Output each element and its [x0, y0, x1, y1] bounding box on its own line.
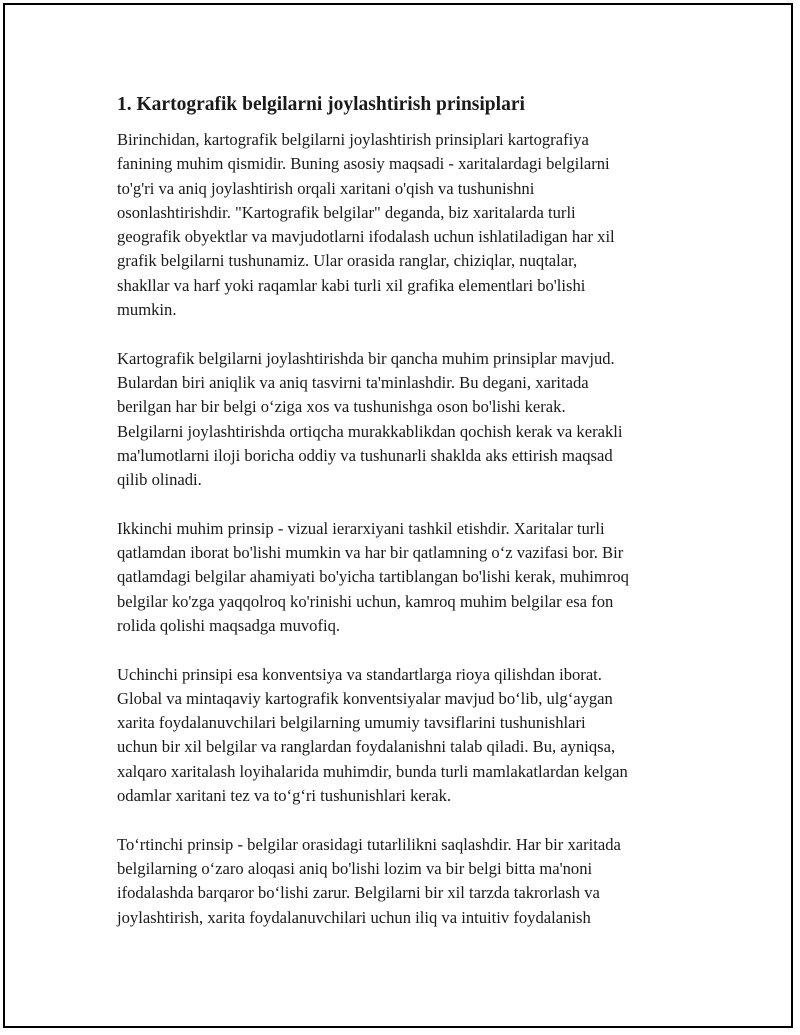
paragraph-line: belgilarning o‘zaro aloqasi aniq bo'lishi lozim va bir belgi bitta ma'noni	[117, 858, 593, 878]
paragraph-line: odamlar xaritani tez va to‘g‘ri tushunishlari kerak.	[117, 786, 452, 806]
paragraph-5	[117, 833, 697, 930]
paragraph-line: qilib olinadi.	[117, 470, 202, 490]
paragraph-line: joylashtirish, xarita foydalanuvchilari uchun iliq va intuitiv foydalanish	[117, 907, 591, 927]
paragraph-line: berilgan har bir belgi o‘ziga xos va tushunishga oson bo'lishi kerak.	[117, 397, 566, 417]
paragraph-line: Belgilarni joylashtirishda ortiqcha murakkablikdan qochish kerak va kerakli	[117, 421, 623, 441]
paragraph-line: Bulardan biri aniqlik va aniq tasvirni ta'minlashdir. Bu degani, xaritada	[117, 372, 589, 392]
paragraph-line: qatlamdagi belgilar ahamiyati bo'yicha tartiblangan bo'lishi kerak, muhimroq	[117, 567, 629, 587]
paragraph-line: rolida qolishi maqsadga muvofiq.	[117, 615, 341, 635]
paragraph-4	[117, 663, 697, 809]
paragraph-line: to'g'ri va aniq joylashtirish orqali xaritani o'qish va tushunishni	[117, 178, 535, 198]
paragraph-line: Global va mintaqaviy kartografik konventsiyalar mavjud bo‘lib, ulg‘aygan	[117, 688, 613, 708]
paragraph-line: ma'lumotlarni iloji boricha oddiy va tushunarli shaklda aks ettirish maqsad	[117, 445, 613, 465]
paragraph-line: xalqaro xaritalash loyihalarida muhimdir, bunda turli mamlakatlardan kelgan	[117, 761, 628, 781]
paragraph-line: xarita foydalanuvchilari belgilarning umumiy tavsiflarini tushunishlari	[117, 713, 586, 733]
paragraph-line: fanining muhim qismidir. Buning asosiy maqsadi - xaritalardagi belgilarni	[117, 154, 610, 174]
section-heading: 1. Kartografik belgilarni joylashtirish prinsiplari	[117, 94, 525, 115]
paragraph-3	[117, 517, 697, 638]
paragraph-line: Ikkinchi muhim prinsip - vizual ierarxiyani tashkil etishdir. Xaritalar turli	[117, 518, 605, 538]
paragraph-line: mumkin.	[117, 300, 177, 320]
paragraph-line: belgilar ko'zga yaqqolroq ko'rinishi uchun, kamroq muhim belgilar esa fon	[117, 591, 614, 611]
paragraph-line: Uchinchi prinsipi esa konventsiya va standartlarga rioya qilishdan iborat.	[117, 664, 602, 684]
document-body	[117, 92, 697, 954]
paragraph-line: uchun bir xil belgilar va ranglardan foydalanishni talab qiladi. Bu, ayniqsa,	[117, 737, 616, 757]
paragraph-line: grafik belgilarni tushunamiz. Ular orasida ranglar, chiziqlar, nuqtalar,	[117, 251, 578, 271]
paragraph-line: qatlamdan iborat bo'lishi mumkin va har bir qatlamning o‘z vazifasi bor. Bir	[117, 543, 624, 563]
paragraph-line: ifodalashda barqaror bo‘lishi zarur. Belgilarni bir xil tarzda takrorlash va	[117, 883, 600, 903]
paragraph-line: Birinchidan, kartografik belgilarni joylashtirish prinsiplari kartografiya	[117, 130, 589, 149]
paragraph-line: To‘rtinchi prinsip - belgilar orasidagi tutarlilikni saqlashdir. Har bir xaritada	[117, 834, 621, 854]
paragraph-1	[117, 128, 697, 322]
paragraph-2	[117, 347, 697, 493]
paragraph-line: Kartografik belgilarni joylashtirishda bir qancha muhim prinsiplar mavjud.	[117, 348, 615, 368]
paragraph-line: osonlashtirishdir. "Kartografik belgilar" deganda, biz xaritalarda turli	[117, 202, 576, 222]
paragraph-line: shakllar va harf yoki raqamlar kabi turli xil grafika elementlari bo'lishi	[117, 275, 586, 295]
paragraph-line: geografik obyektlar va mavjudotlarni ifodalash uchun ishlatiladigan har xil	[117, 227, 615, 247]
